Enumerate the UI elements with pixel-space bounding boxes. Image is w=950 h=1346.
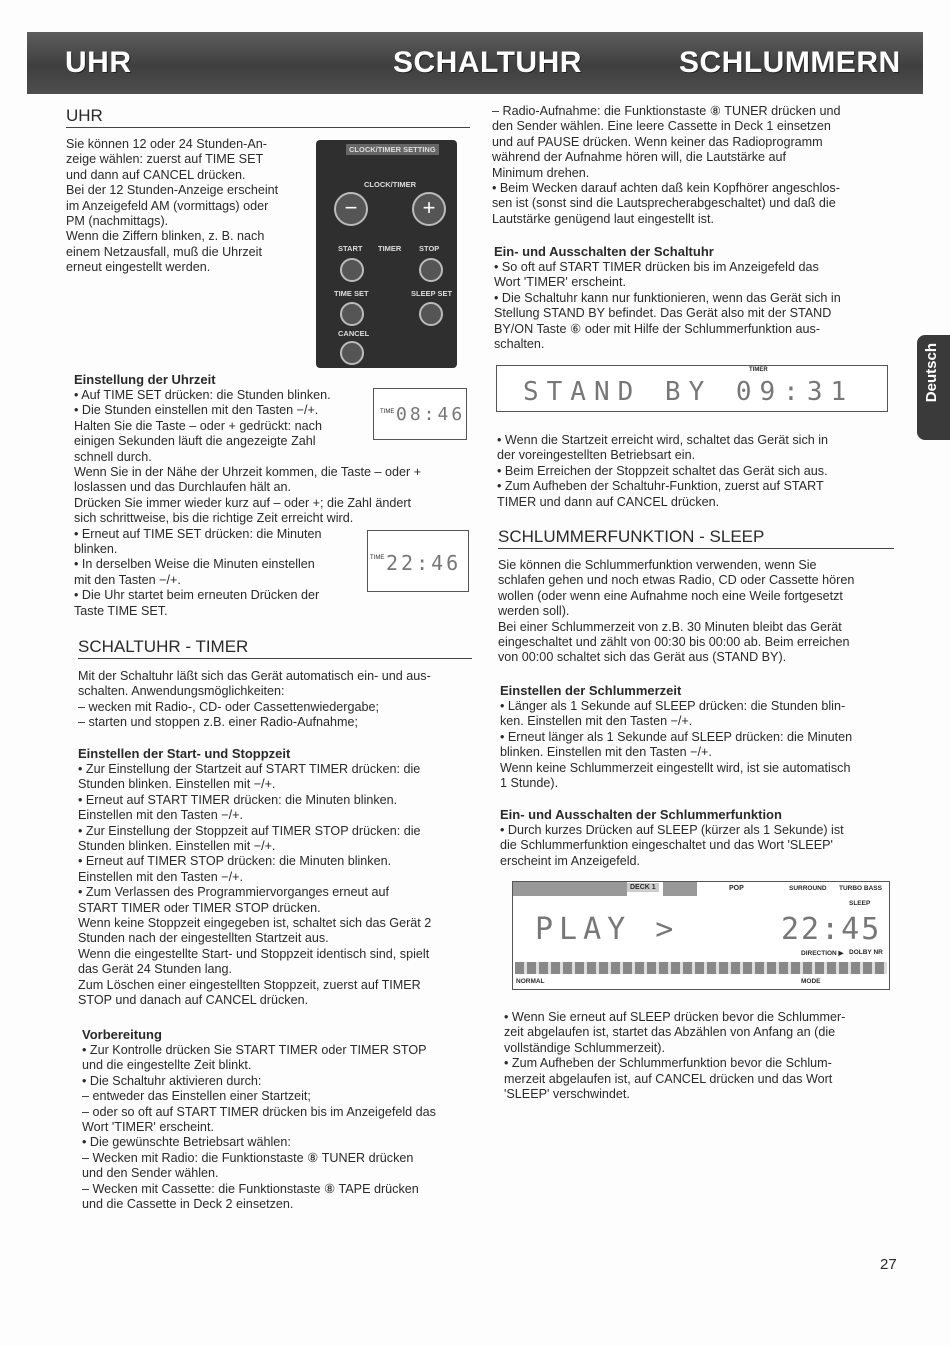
text-line: blinken. Einstellen mit den Tasten −/+. bbox=[500, 745, 712, 760]
text-line: sen ist (sonst sind die Lautsprecherabgeschaltet) und daß die bbox=[492, 196, 836, 211]
text-line: Taste TIME SET. bbox=[74, 603, 168, 618]
text-line: • Wenn die Startzeit erreicht wird, schaltet das Gerät sich in bbox=[497, 433, 829, 447]
text-line: • Die Uhr startet beim erneuten Drücken der bbox=[74, 588, 320, 603]
text-line: blinken. bbox=[74, 542, 118, 557]
text-line: schnell durch. bbox=[74, 449, 152, 464]
text-line: und den Sender wählen. bbox=[82, 1166, 219, 1181]
text-line: • Die Schaltuhr aktivieren durch: bbox=[82, 1073, 262, 1088]
text-line: mit den Tasten −/+. bbox=[74, 572, 181, 587]
text-line: • Wenn Sie erneut auf SLEEP drücken bevor die Schlummer- bbox=[504, 1010, 846, 1024]
text-line: • Die Schaltuhr kann nur funktionieren, wenn das Gerät sich in bbox=[494, 290, 841, 305]
schlummerzeit-text bbox=[500, 699, 900, 791]
ein-aus-heading: Ein- und Ausschalten der Schaltuhr bbox=[494, 244, 714, 259]
text-line: Stunden nach der eingestellten Startzeit aus. bbox=[78, 931, 329, 946]
ein-aus-block bbox=[494, 244, 894, 260]
text-line: einigen Sekunden läuft die angezeigte Zahl bbox=[74, 434, 316, 449]
text-line: Einstellen mit den Tasten −/+. bbox=[78, 869, 243, 884]
section-sleep bbox=[498, 527, 894, 549]
text-line: START TIMER oder TIMER STOP drücken. bbox=[78, 900, 321, 915]
schlummer-ein-aus-heading: Ein- und Ausschalten der Schlummerfunktion bbox=[500, 807, 782, 822]
text-line: Minimum drehen. bbox=[492, 165, 590, 180]
text-line: BY/ON Taste ⑥ oder mit Hilfe der Schlummerfunktion aus- bbox=[494, 321, 821, 336]
lcd2-time: 22:46 bbox=[386, 551, 462, 575]
text-line: erscheint im Anzeigefeld. bbox=[500, 853, 641, 868]
lcd4-sleep: SLEEP bbox=[849, 900, 871, 907]
uhr-text bbox=[66, 137, 316, 276]
panel-label-clock-timer: CLOCK/TIMER bbox=[364, 180, 417, 189]
schlummerzeit-block bbox=[500, 683, 900, 699]
lcd4-deck: DECK 1 bbox=[627, 883, 659, 892]
text-line: • Beim Erreichen der Stoppzeit schaltet das Gerät sich aus. bbox=[497, 463, 828, 478]
text-line: während der Aufnahme hören will, die Lautstärke auf bbox=[492, 150, 787, 165]
text-line: Drücken Sie immer wieder kurz auf – oder +; die Zahl ändert bbox=[74, 495, 412, 510]
section-uhr bbox=[66, 106, 470, 128]
text-line: – Wecken mit Cassette: die Funktionstaste ⑧ TAPE drücken bbox=[82, 1181, 419, 1196]
text-line: – Wecken mit Radio: die Funktionstaste ⑧ TUNER drücken bbox=[82, 1150, 414, 1165]
text-line: im Anzeigefeld AM (vormittags) oder bbox=[66, 198, 269, 213]
start-timer-button[interactable] bbox=[340, 258, 364, 282]
timer-heading: SCHALTUHR - TIMER bbox=[78, 637, 472, 659]
text-line: Wenn keine Schlummerzeit eingestellt wird, ist sie automatisch bbox=[500, 760, 851, 775]
ein-aus-text bbox=[494, 260, 894, 352]
sleep-end-text bbox=[504, 1010, 904, 1102]
text-line: Wenn die eingestellte Start- und Stoppzeit identisch sind, spielt bbox=[78, 946, 430, 961]
timer-stop-button[interactable] bbox=[419, 258, 443, 282]
text-line: • Die gewünschte Betriebsart wählen: bbox=[82, 1135, 291, 1150]
text-line: ken. Einstellen mit den Tasten −/+. bbox=[500, 714, 693, 729]
text-line: • Erneut auf TIMER STOP drücken: die Minuten blinken. bbox=[78, 854, 392, 869]
after-timer-text bbox=[497, 433, 897, 510]
text-line: und die eingestellte Zeit blinkt. bbox=[82, 1058, 252, 1073]
text-line: eingeschaltet und zählt von 00:30 bis 00:00 ab. Beim erreichen bbox=[498, 635, 850, 650]
minus-button[interactable]: − bbox=[334, 192, 368, 226]
text-line: schlafen gehen und noch etwas Radio, CD oder Cassette hören bbox=[498, 573, 855, 588]
timer-text bbox=[78, 669, 478, 731]
text-line: Lautstärke genügend laut eingestellt ist. bbox=[492, 211, 714, 226]
panel-label-sleep-set: SLEEP SET bbox=[411, 289, 453, 298]
text-line: • Zum Aufheben der Schlummerfunktion bevor die Schlum- bbox=[504, 1056, 832, 1071]
language-tab-label: Deutsch bbox=[923, 343, 940, 403]
text-line: – entweder das Einstellen einer Startzeit; bbox=[82, 1089, 311, 1104]
text-line: Zum Löschen einer eingestellten Stoppzeit, zuerst auf TIMER bbox=[78, 977, 421, 992]
text-line: Sie können 12 oder 24 Stunden-An- bbox=[66, 137, 267, 151]
text-line: die Schlummerfunktion eingeschaltet und das Wort 'SLEEP' bbox=[500, 838, 833, 853]
panel-label-start: START bbox=[338, 244, 363, 253]
panel-label-time-set: TIME SET bbox=[334, 289, 369, 298]
lcd3-label: TIMER bbox=[749, 367, 768, 373]
text-line: loslassen und das Durchlaufen hält an. bbox=[74, 480, 292, 495]
text-line: Mit der Schaltuhr läßt sich das Gerät automatisch ein- und aus- bbox=[78, 669, 431, 683]
text-line: – starten und stoppen z.B. einer Radio-Aufnahme; bbox=[78, 715, 359, 730]
lcd-hours-blinking bbox=[373, 388, 467, 440]
start-stop-text bbox=[78, 762, 478, 1009]
lcd-play-sleep bbox=[512, 881, 890, 990]
text-line: wollen (oder wenn eine Aufnahme noch eine Weile fortgesetzt bbox=[498, 588, 843, 603]
lcd4-bar-left bbox=[513, 882, 627, 896]
lcd4-play: PLAY > bbox=[535, 912, 680, 947]
header-title-schlummern: SCHLUMMERN bbox=[679, 46, 901, 79]
text-line: vollständige Schlummerzeit). bbox=[504, 1040, 665, 1055]
text-line: der voreingestellten Betriebsart ein. bbox=[497, 448, 696, 463]
text-line: von 00:00 schaltet sich das Gerät aus (STAND BY). bbox=[498, 650, 787, 665]
text-line: schalten. bbox=[494, 337, 545, 352]
plus-button[interactable]: + bbox=[412, 192, 446, 226]
text-line: • Zur Einstellung der Stoppzeit auf TIMER STOP drücken: die bbox=[78, 823, 421, 838]
lcd-minutes-blinking bbox=[367, 530, 469, 592]
text-line: das Gerät 24 Stunden lang. bbox=[78, 962, 233, 977]
text-line: STOP und danach auf CANCEL drücken. bbox=[78, 993, 309, 1008]
text-line: merzeit abgelaufen ist, auf CANCEL drücken und das Wort bbox=[504, 1071, 833, 1086]
schlummer-ein-aus-block bbox=[500, 807, 900, 823]
text-line: zeit abgelaufen ist, startet das Abzählen von Anfang an (die bbox=[504, 1025, 836, 1040]
lcd1-label: TIME bbox=[380, 409, 395, 415]
schlummerzeit-heading: Einstellen der Schlummerzeit bbox=[500, 683, 682, 698]
text-line: • So oft auf START TIMER drücken bis im Anzeigefeld das bbox=[494, 260, 819, 274]
lcd4-mode: MODE bbox=[801, 978, 821, 985]
sleep-set-button[interactable] bbox=[419, 302, 443, 326]
panel-label-cancel: CANCEL bbox=[338, 329, 370, 338]
text-line: • Beim Wecken darauf achten daß kein Kopfhörer angeschlos- bbox=[492, 181, 840, 196]
text-line: • Die Stunden einstellen mit den Tasten −/+. bbox=[74, 403, 319, 418]
clock-timer-panel bbox=[316, 140, 457, 368]
vorbereitung-heading: Vorbereitung bbox=[82, 1027, 162, 1042]
lcd2-label: TIME bbox=[370, 555, 385, 561]
lcd-standby bbox=[496, 365, 888, 412]
text-line: • In derselben Weise die Minuten einstellen bbox=[74, 557, 315, 572]
text-line: erneut eingestellt werden. bbox=[66, 260, 211, 275]
lcd4-dolby: DOLBY NR bbox=[849, 949, 883, 956]
lcd4-normal: NORMAL bbox=[516, 978, 545, 985]
text-line: werden soll). bbox=[498, 604, 570, 619]
text-line: Wenn Sie in der Nähe der Uhrzeit kommen, die Taste – oder + bbox=[74, 465, 422, 480]
text-line: Wenn die Ziffern blinken, z. B. nach bbox=[66, 229, 265, 244]
radio-aufnahme-text bbox=[492, 104, 892, 227]
text-line: PM (nachmittags). bbox=[66, 214, 169, 229]
text-line: den Sender wählen. Eine leere Cassette in Deck 1 einsetzen bbox=[492, 119, 831, 134]
start-stop-block bbox=[78, 746, 478, 762]
section-timer bbox=[78, 637, 472, 659]
text-line: 1 Stunde). bbox=[500, 776, 559, 791]
panel-label-stop: STOP bbox=[419, 244, 440, 253]
text-line: Sie können die Schlummerfunktion verwenden, wenn Sie bbox=[498, 558, 817, 572]
text-line: – wecken mit Radio-, CD- oder Cassettenwiedergabe; bbox=[78, 699, 379, 714]
header-title-schaltuhr: SCHALTUHR bbox=[393, 46, 582, 79]
einstellung-heading: Einstellung der Uhrzeit bbox=[74, 372, 216, 387]
lcd4-time: 22:45 bbox=[781, 912, 882, 947]
lcd4-turbo: TURBO BASS bbox=[839, 885, 882, 892]
lcd4-direction: DIRECTION ▶ bbox=[801, 950, 844, 957]
start-stop-heading: Einstellen der Start- und Stoppzeit bbox=[78, 746, 291, 761]
text-line: • Erneut auf START TIMER drücken: die Minuten blinken. bbox=[78, 792, 398, 807]
text-line: • Erneut auf TIME SET drücken: die Minuten bbox=[74, 526, 322, 541]
lcd4-pop: POP bbox=[729, 885, 744, 892]
text-line: • Auf TIME SET drücken: die Stunden blinken. bbox=[74, 388, 331, 402]
lcd4-bar-mid bbox=[663, 882, 697, 896]
lcd3-text: STAND BY 09:31 bbox=[523, 377, 855, 407]
text-line: • Zur Einstellung der Startzeit auf START TIMER drücken: die bbox=[78, 762, 421, 776]
text-line: • Zur Kontrolle drücken Sie START TIMER oder TIMER STOP bbox=[82, 1043, 427, 1057]
language-tab bbox=[917, 335, 950, 440]
text-line: Stellung STAND BY befindet. Das Gerät also mit der STAND bbox=[494, 306, 832, 321]
header-title-uhr: UHR bbox=[65, 46, 132, 79]
text-line: – oder so oft auf START TIMER drücken bis im Anzeigefeld das bbox=[82, 1104, 436, 1119]
text-line: Bei der 12 Stunden-Anzeige erscheint bbox=[66, 183, 279, 198]
text-line: zeige wählen: zuerst auf TIME SET bbox=[66, 152, 264, 167]
text-line: • Länger als 1 Sekunde auf SLEEP drücken: die Stunden blin- bbox=[500, 699, 846, 713]
uhr-heading: UHR bbox=[66, 106, 470, 128]
cancel-button[interactable] bbox=[340, 341, 364, 365]
text-line: Wort 'TIMER' erscheint. bbox=[82, 1120, 214, 1135]
einstellung-block bbox=[74, 372, 374, 388]
header-banner bbox=[27, 32, 923, 94]
vorbereitung-text bbox=[82, 1043, 482, 1212]
text-line: – Radio-Aufnahme: die Funktionstaste ⑧ TUNER drücken und bbox=[492, 104, 841, 118]
text-line: Wenn keine Stoppzeit eingegeben ist, schaltet sich das Gerät 2 bbox=[78, 916, 432, 931]
lcd1-time: 08:46 bbox=[396, 404, 466, 425]
text-line: Einstellen mit den Tasten −/+. bbox=[78, 808, 243, 823]
text-line: TIMER und dann auf CANCEL drücken. bbox=[497, 494, 720, 509]
text-line: Wort 'TIMER' erscheint. bbox=[494, 275, 626, 290]
text-line: Halten Sie die Taste – oder + gedrückt: nach bbox=[74, 418, 322, 433]
text-line: schalten. Anwendungsmöglichkeiten: bbox=[78, 684, 285, 699]
sleep-heading: SCHLUMMERFUNKTION - SLEEP bbox=[498, 527, 894, 549]
lcd4-level-meter bbox=[515, 962, 887, 974]
text-line: Stunden blinken. Einstellen mit −/+. bbox=[78, 839, 276, 854]
text-line: und die Cassette in Deck 2 einsetzen. bbox=[82, 1197, 294, 1212]
text-line: • Zum Verlassen des Programmiervorganges erneut auf bbox=[78, 885, 390, 900]
schlummer-ein-aus-text bbox=[500, 823, 900, 869]
page-number: 27 bbox=[880, 1256, 897, 1273]
panel-label-setting: CLOCK/TIMER SETTING bbox=[346, 144, 439, 155]
text-line: • Zum Aufheben der Schaltuhr-Funktion, zuerst auf START bbox=[497, 479, 824, 494]
panel-label-timer: TIMER bbox=[378, 244, 402, 253]
sleep-text bbox=[498, 558, 898, 666]
text-line: Stunden blinken. Einstellen mit −/+. bbox=[78, 777, 276, 792]
time-set-button[interactable] bbox=[340, 302, 364, 326]
text-line: • Durch kurzes Drücken auf SLEEP (kürzer als 1 Sekunde) ist bbox=[500, 823, 844, 837]
text-line: Bei einer Schlummerzeit von z.B. 30 Minuten bleibt das Gerät bbox=[498, 619, 842, 634]
lcd4-surround: SURROUND bbox=[789, 885, 827, 892]
text-line: 'SLEEP' verschwindet. bbox=[504, 1087, 630, 1102]
vorbereitung-block bbox=[82, 1027, 482, 1043]
text-line: und dann auf CANCEL drücken. bbox=[66, 167, 246, 182]
text-line: und auf PAUSE drücken. Wenn keiner das Radioprogramm bbox=[492, 134, 823, 149]
text-line: einem Netzausfall, muß die Uhrzeit bbox=[66, 244, 262, 259]
text-line: • Erneut länger als 1 Sekunde auf SLEEP drücken: die Minuten bbox=[500, 729, 853, 744]
text-line: sich schrittweise, bis die richtige Zeit erreicht wird. bbox=[74, 511, 354, 526]
